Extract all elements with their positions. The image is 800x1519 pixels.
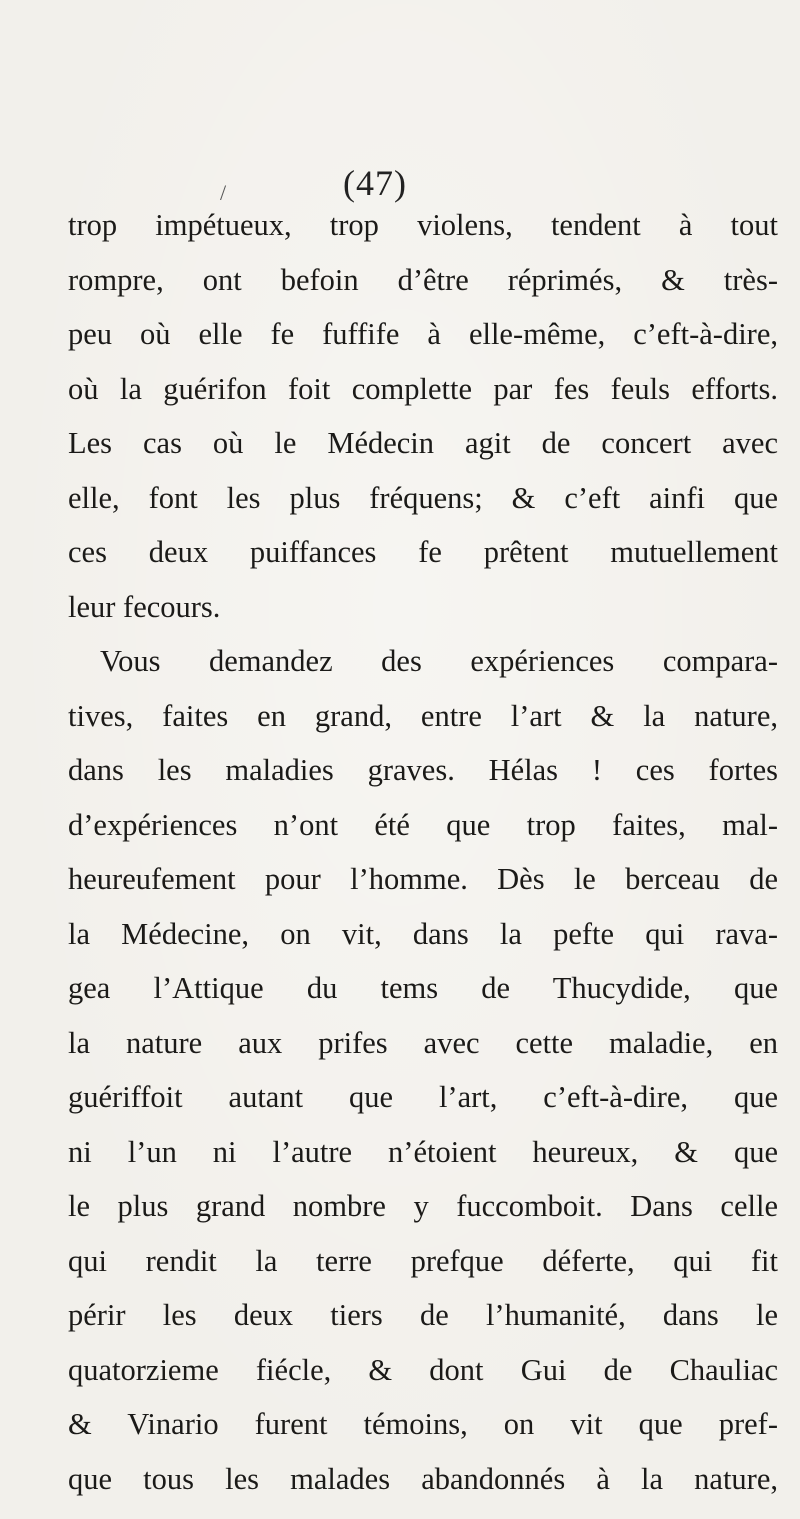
text-line: dans les maladies graves. Hélas ! ces fortes (68, 753, 778, 787)
text-line: d’expériences n’ont été que trop faites, mal- (68, 807, 778, 842)
margin-mark: / (220, 180, 227, 205)
text-line: ni l’un ni l’autre n’étoient heureux, & que (68, 1134, 778, 1169)
text-line: trop impétueux, trop violens, tendent à tout (68, 208, 778, 242)
text-line: gea l’Attique du tems de Thucydide, que (68, 971, 778, 1005)
text-line: guériffoit autant que l’art, c’eft-à-dire, que (68, 1080, 778, 1114)
text-line: périr les deux tiers de l’humanité, dans le (68, 1298, 778, 1332)
text-line: que tous les malades abandonnés à la nature, (68, 1461, 778, 1496)
text-line: peu où elle fe fuffife à elle-même, c’eft-à-dire, (68, 317, 778, 351)
text-line: le plus grand nombre y fuccomboit. Dans celle (68, 1189, 778, 1223)
text-line: elle, font les plus fréquens; & c’eft ainfi que (68, 480, 778, 515)
page-body-text (68, 198, 778, 1506)
page-number: (47) (343, 163, 407, 203)
text-line: tives, faites en grand, entre l’art & la nature, (68, 698, 778, 733)
text-line: Vous demandez des expériences compara- (100, 644, 778, 678)
text-line: ces deux puiffances fe prêtent mutuellement (68, 535, 778, 569)
text-line: qui rendit la terre prefque déferte, qui fit (68, 1243, 778, 1278)
text-line: Les cas où le Médecin agit de concert avec (68, 426, 778, 460)
text-line: & Vinario furent témoins, on vit que pref- (68, 1407, 778, 1441)
text-line: la Médecine, on vit, dans la pefte qui rava- (68, 916, 778, 951)
text-line: rompre, ont befoin d’être réprimés, & très- (68, 262, 778, 297)
text-line: où la guérifon foit complette par fes feuls efforts. (68, 371, 778, 406)
text-line: leur fecours. (68, 589, 221, 624)
text-line: la nature aux prifes avec cette maladie, en (68, 1025, 778, 1060)
text-line: quatorzieme fiécle, & dont Gui de Chauliac (68, 1352, 778, 1387)
text-line: heureufement pour l’homme. Dès le berceau de (68, 862, 778, 896)
